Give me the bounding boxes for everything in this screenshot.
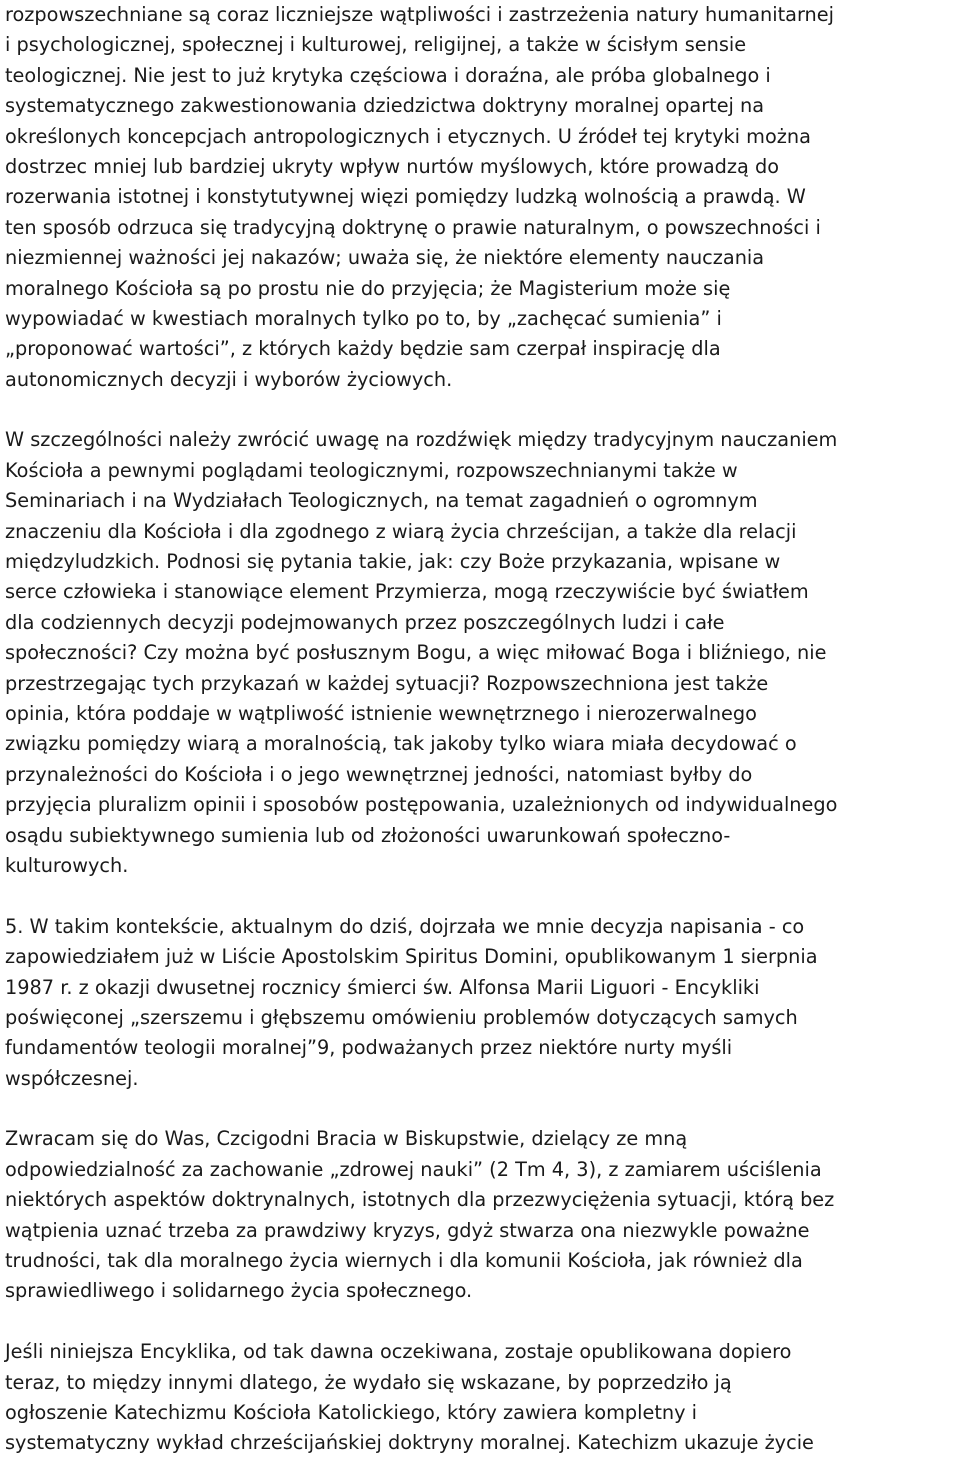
text-line: międzyludzkich. Podnosi się pytania takie, jak: czy Boże przykazania, wpisane w (5, 550, 781, 574)
text-line: opinia, która poddaje w wątpliwość istnienie wewnętrznego i nierozerwalnego (5, 701, 757, 725)
paragraph-gap (5, 881, 957, 911)
paragraph-2 (5, 425, 957, 881)
text-line: osądu subiektywnego sumienia lub od złożoności uwarunkowań społeczno- (5, 823, 731, 847)
paragraph-4 (5, 1124, 957, 1306)
paragraph-5 (5, 1337, 957, 1459)
paragraph-gap (5, 1094, 957, 1124)
text-line: znaczeniu dla Kościoła i dla zgodnego z wiarą życia chrześcijan, a także dla relacji (5, 519, 797, 543)
text-line: systematycznego zakwestionowania dziedzictwa doktryny moralnej opartej na (5, 94, 765, 118)
text-line: sprawiedliwego i solidarnego życia społecznego. (5, 1279, 473, 1303)
text-line: Zwracam się do Was, Czcigodni Bracia w Biskupstwie, dzielący ze mną (5, 1127, 688, 1151)
text-line: dostrzec mniej lub bardziej ukryty wpływ nurtów myślowych, które prowadzą do (5, 154, 780, 178)
paragraph-gap (5, 1307, 957, 1337)
text-line: przestrzegając tych przykazań w każdej sytuacji? Rozpowszechniona jest także (5, 671, 769, 695)
text-line: ten sposób odrzuca się tradycyjną doktrynę o prawie naturalnym, o powszechności i (5, 215, 821, 239)
text-line: „proponować wartości”, z których każdy będzie sam czerpał inspirację dla (5, 337, 721, 361)
paragraph-3 (5, 912, 957, 1094)
text-line: moralnego Kościoła są po prostu nie do przyjęcia; że Magisterium może się (5, 276, 731, 300)
text-line: ogłoszenie Katechizmu Kościoła Katolickiego, który zawiera kompletny i (5, 1400, 698, 1424)
text-line: przynależności do Kościoła i o jego wewnętrznej jedności, natomiast byłby do (5, 762, 753, 786)
text-line: Jeśli niniejsza Encyklika, od tak dawna oczekiwana, zostaje opublikowana dopiero (5, 1340, 792, 1364)
text-line: odpowiedzialność za zachowanie „zdrowej nauki” (2 Tm 4, 3), z zamiarem uściślenia (5, 1157, 822, 1181)
text-line: Kościoła a pewnymi poglądami teologicznymi, rozpowszechnianymi także w (5, 458, 738, 482)
text-line: niektórych aspektów doktrynalnych, istotnych dla przezwyciężenia sytuacji, którą bez (5, 1188, 835, 1212)
text-line: Seminariach i na Wydziałach Teologicznych, na temat zagadnień o ogromnym (5, 489, 758, 513)
text-line: kulturowych. (5, 853, 129, 877)
text-line: teologicznej. Nie jest to już krytyka częściowa i doraźna, ale próba globalnego i (5, 63, 771, 87)
text-line: społeczności? Czy można być posłusznym Bogu, a więc miłować Boga i bliźniego, nie (5, 641, 827, 665)
text-line: 1987 r. z okazji dwusetnej rocznicy śmierci św. Alfonsa Marii Liguori - Encykliki (5, 975, 760, 999)
text-line: trudności, tak dla moralnego życia wiernych i dla komunii Kościoła, jak również dla (5, 1249, 803, 1273)
text-line: W szczególności należy zwrócić uwagę na rozdźwięk między tradycyjnym nauczaniem (5, 428, 838, 452)
text-line: zapowiedziałem już w Liście Apostolskim Spiritus Domini, opublikowanym 1 sierpnia (5, 945, 818, 969)
text-line: przyjęcia pluralizm opinii i sposobów postępowania, uzależnionych od indywidualnego (5, 793, 838, 817)
text-line: związku pomiędzy wiarą a moralnością, tak jakoby tylko wiara miała decydować o (5, 732, 797, 756)
paragraph-gap (5, 395, 957, 425)
text-line: 5. W takim kontekście, aktualnym do dziś, dojrzała we mnie decyzja napisania - co (5, 914, 805, 938)
document-body (5, 0, 957, 1459)
text-line: i psychologicznej, społecznej i kulturowej, religijnej, a także w ścisłym sensie (5, 33, 747, 57)
text-line: niezmiennej ważności jej nakazów; uważa się, że niektóre elementy nauczania (5, 246, 765, 270)
text-line: poświęconej „szerszemu i głębszemu omówieniu problemów dotyczących samych (5, 1005, 798, 1029)
text-line: współczesnej. (5, 1066, 139, 1090)
text-line: wypowiadać w kwestiach moralnych tylko po to, by „zachęcać sumienia” i (5, 306, 722, 330)
text-line: serce człowieka i stanowiące element Przymierza, mogą rzeczywiście być światłem (5, 580, 809, 604)
paragraph-1 (5, 0, 957, 395)
text-line: fundamentów teologii moralnej”9, podważanych przez niektóre nurty myśli (5, 1036, 733, 1060)
text-line: rozerwania istotnej i konstytutywnej więzi pomiędzy ludzką wolnością a prawdą. W (5, 185, 806, 209)
text-line: dla codziennych decyzji podejmowanych przez poszczególnych ludzi i całe (5, 610, 725, 634)
text-line: teraz, to między innymi dlatego, że wydało się wskazane, by poprzedziło ją (5, 1370, 732, 1394)
text-line: wątpienia uznać trzeba za prawdziwy kryzys, gdyż stwarza ona niezwykle poważne (5, 1218, 810, 1242)
text-line: rozpowszechniane są coraz liczniejsze wątpliwości i zastrzeżenia natury humanitarnej (5, 3, 834, 26)
text-line: autonomicznych decyzji i wyborów życiowych. (5, 367, 453, 391)
text-line: określonych koncepcjach antropologicznych i etycznych. U źródeł tej krytyki można (5, 124, 811, 148)
text-line: systematyczny wykład chrześcijańskiej doktryny moralnej. Katechizm ukazuje życie (5, 1431, 814, 1455)
